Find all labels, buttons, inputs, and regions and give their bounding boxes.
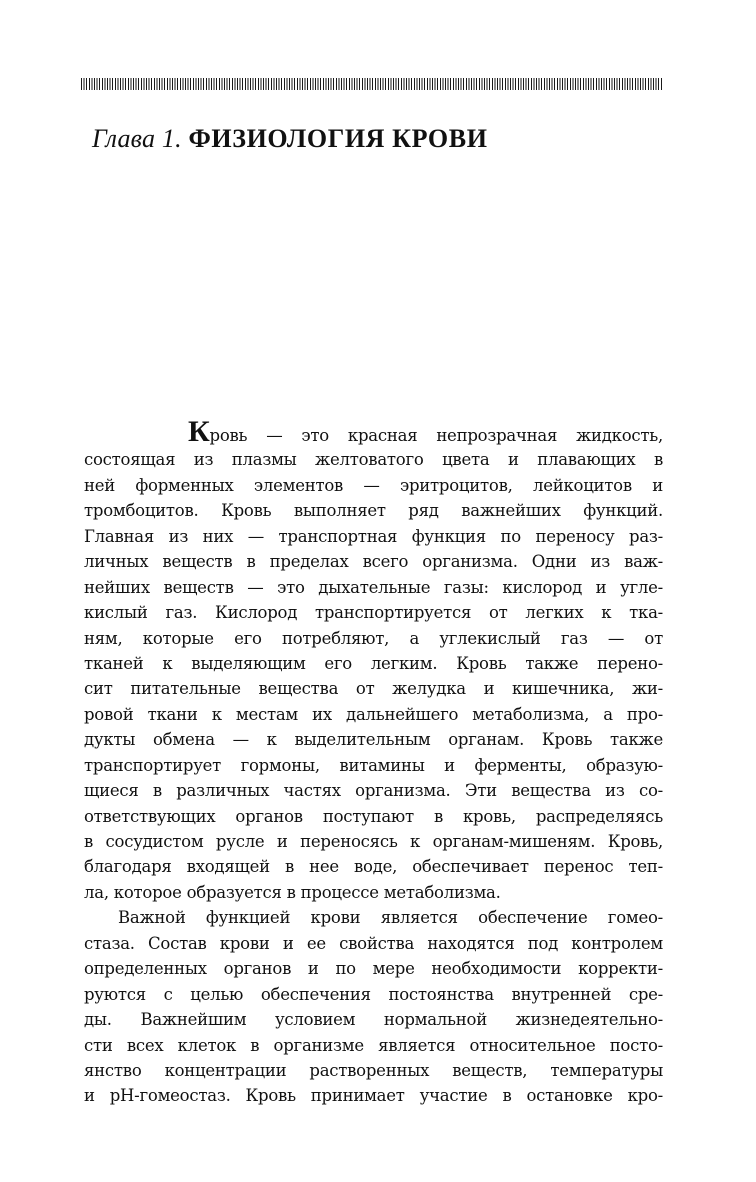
text-line: и pH-гомеостаз. Кровь принимает участие в остановке кро- (84, 1086, 663, 1106)
text-line: ней форменных элементов — эритроцитов, лейкоцитов и (84, 475, 663, 495)
text-line: благодаря входящей в нее воде, обеспечивает перенос теп- (84, 857, 663, 877)
text-line: в сосудистом русле и переносясь к органам-мишеням. Кровь, (84, 832, 663, 851)
chapter-title: ФИЗИОЛОГИЯ КРОВИ (188, 124, 488, 153)
text-line: кислый газ. Кислород транспортируется от легких к тка- (84, 603, 663, 623)
text-line: ды. Важнейшим условием нормальной жизнедеятельно- (84, 1010, 663, 1030)
text-line: янство концентрации растворенных веществ, температуры (84, 1060, 663, 1080)
top-decorative-rule (81, 78, 663, 90)
text-line: транспортирует гормоны, витамины и ферменты, образую- (84, 755, 663, 775)
text-line: стаза. Состав крови и ее свойства находятся под контролем (84, 933, 663, 953)
text-line: ответствующих органов поступают в кровь, распределяясь (84, 806, 663, 826)
text-line: личных веществ в пределах всего организма. Одни из важ- (84, 552, 663, 572)
text-line (84, 415, 663, 448)
text-line: щиеся в различных частях организма. Эти вещества из со- (84, 781, 663, 801)
text-line: сти всех клеток в организме является относительное посто- (84, 1035, 663, 1055)
text-line: нейших веществ — это дыхательные газы: кислород и угле- (84, 577, 663, 597)
body-text (84, 415, 663, 1109)
text-line: ла, которое образуется в процессе метаболизма. (84, 882, 501, 902)
text-line: ровой ткани к местам их дальнейшего метаболизма, а про- (84, 704, 663, 724)
text-line: дукты обмена — к выделительным органам. Кровь также (84, 730, 663, 750)
text-line: Главная из них — транспортная функция по переносу раз- (84, 526, 663, 546)
text-line: сит питательные вещества от желудка и кишечника, жи- (84, 679, 663, 699)
drop-cap-letter: К (188, 415, 210, 448)
chapter-heading (92, 122, 488, 156)
text-line: Важной функцией крови является обеспечение гомео- (118, 908, 663, 928)
text-line: руются с целью обеспечения постоянства внутренней сре- (84, 984, 663, 1004)
text-line: определенных органов и по мере необходимости корректи- (84, 959, 663, 979)
text-line: тканей к выделяющим его легким. Кровь также перено- (84, 653, 663, 673)
line-text: ровь — это красная непрозрачная жидкость, (209, 426, 663, 445)
text-line: ням, которые его потребляют, а углекислый газ — от (84, 628, 663, 648)
text-line: состоящая из плазмы желтоватого цвета и плавающих в (84, 450, 663, 470)
text-line: тромбоцитов. Кровь выполняет ряд важнейших функций. (84, 501, 663, 521)
chapter-label: Глава 1. (92, 124, 182, 153)
